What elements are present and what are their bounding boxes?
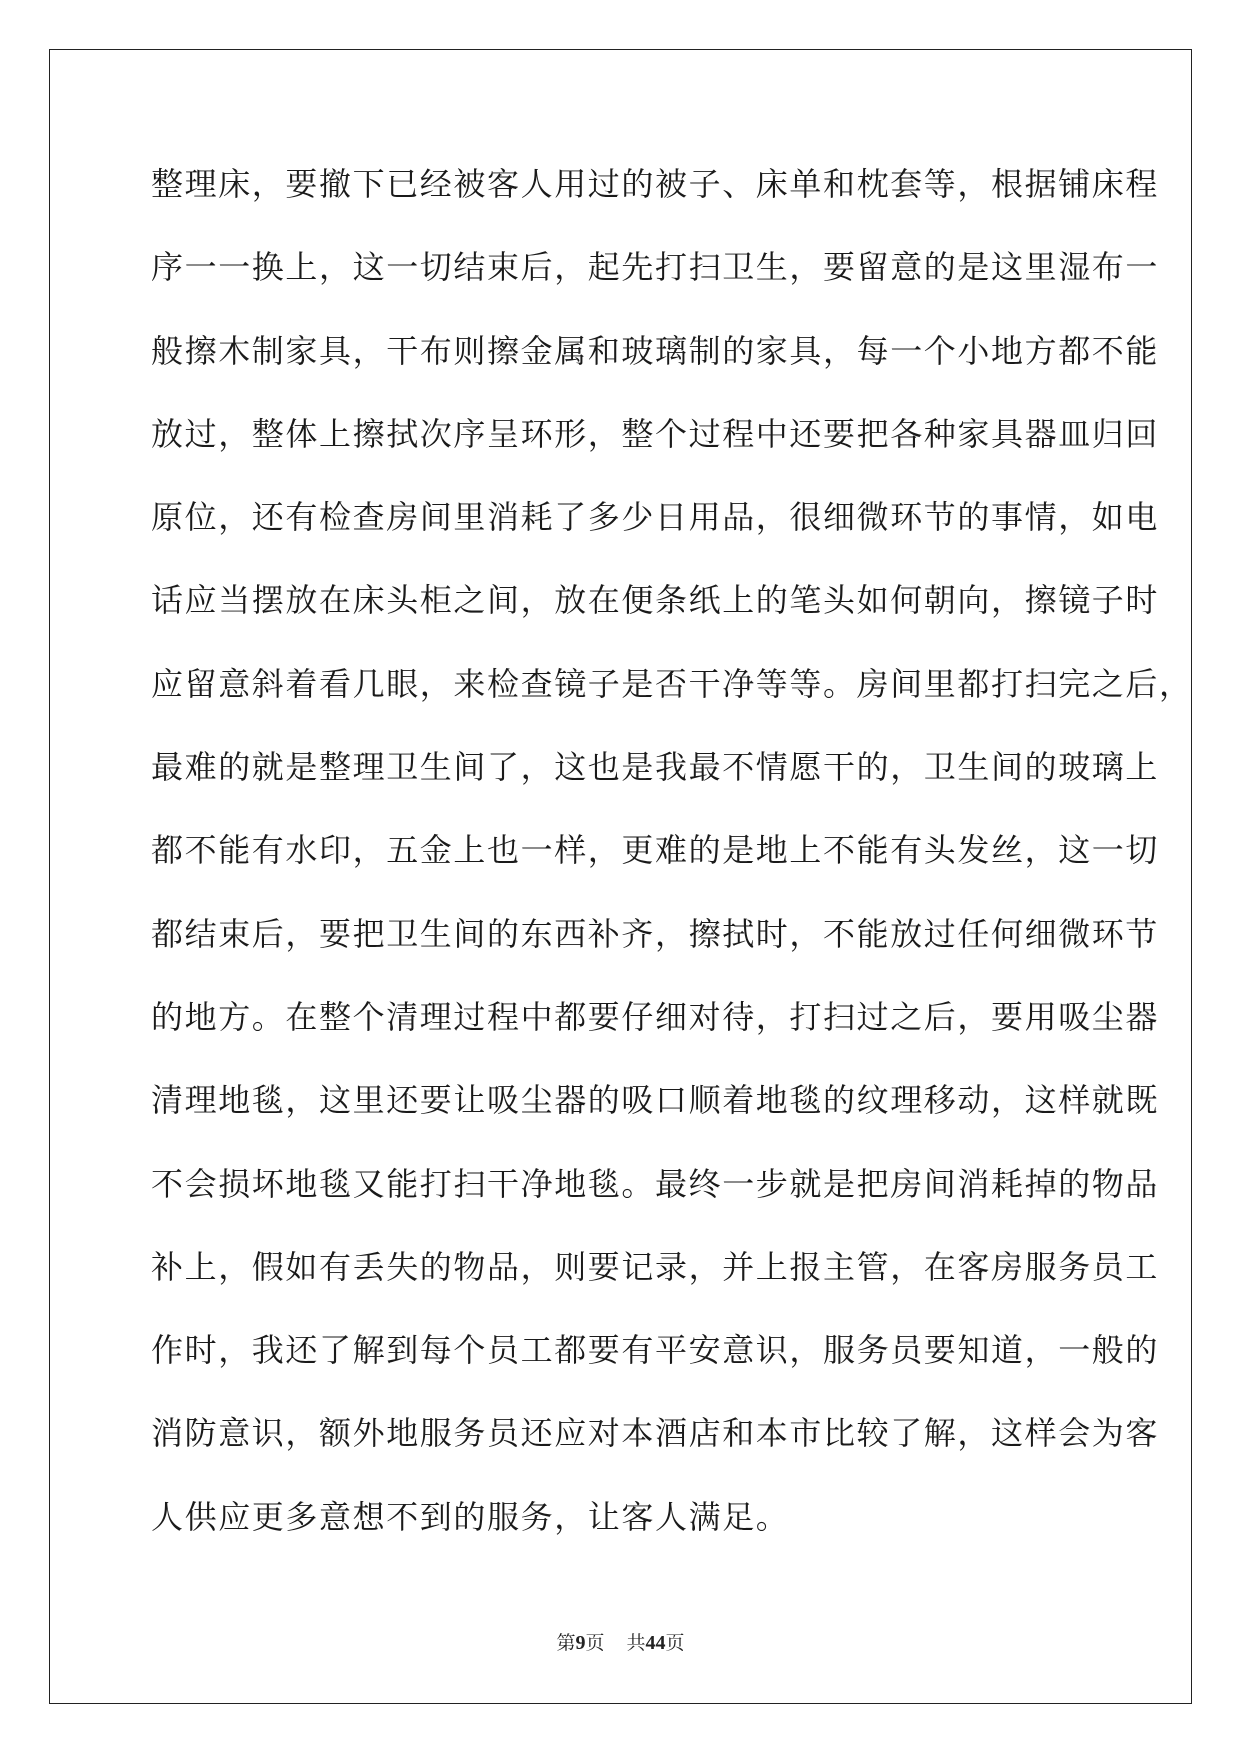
paragraph-line: 放过，整体上擦拭次序呈环形，整个过程中还要把各种家具器皿归回 xyxy=(151,414,1160,453)
page-prefix: 第 xyxy=(556,1632,576,1654)
body-paragraph xyxy=(151,162,1193,1578)
paragraph-line: 的地方。在整个清理过程中都要仔细对待，打扫过之后，要用吸尘器 xyxy=(151,997,1160,1036)
paragraph-line: 般擦木制家具，干布则擦金属和玻璃制的家具，每一个小地方都不能 xyxy=(151,331,1160,370)
total-pages: 44 xyxy=(645,1632,666,1654)
total-prefix: 共 xyxy=(626,1632,646,1654)
paragraph-line: 都不能有水印，五金上也一样，更难的是地上不能有头发丝，这一切 xyxy=(151,831,1160,870)
paragraph-line: 作时，我还了解到每个员工都要有平安意识，服务员要知道，一般的 xyxy=(151,1331,1160,1370)
paragraph-line: 都结束后，要把卫生间的东西补齐，擦拭时，不能放过任何细微环节 xyxy=(151,914,1160,953)
paragraph-line: 最难的就是整理卫生间了，这也是我最不情愿干的，卫生间的玻璃上 xyxy=(151,748,1160,787)
paragraph-line: 不会损坏地毯又能打扫干净地毯。最终一步就是把房间消耗掉的物品 xyxy=(151,1164,1160,1203)
paragraph-line: 消防意识，额外地服务员还应对本酒店和本市比较了解，这样会为客 xyxy=(151,1414,1160,1453)
page-number: 9 xyxy=(575,1632,586,1654)
paragraph-line: 话应当摆放在床头柜之间，放在便条纸上的笔头如何朝向，擦镜子时 xyxy=(151,581,1160,620)
paragraph-line: 人供应更多意想不到的服务，让客人满足。 xyxy=(151,1497,790,1536)
page-footer xyxy=(0,1631,1241,1655)
paragraph-line: 清理地毯，这里还要让吸尘器的吸口顺着地毯的纹理移动，这样就既 xyxy=(151,1081,1160,1120)
paragraph-line: 补上，假如有丢失的物品，则要记录，并上报主管，在客房服务员工 xyxy=(151,1247,1160,1286)
paragraph-line: 序一一换上，这一切结束后，起先打扫卫生，要留意的是这里湿布一 xyxy=(151,248,1160,287)
paragraph-line: 整理床，要撤下已经被客人用过的被子、床单和枕套等，根据铺床程 xyxy=(151,165,1160,203)
page-suffix: 页 xyxy=(585,1632,605,1654)
paragraph-line: 应留意斜着看几眼，来检查镜子是否干净等等。房间里都打扫完之后， xyxy=(151,664,1193,703)
total-suffix: 页 xyxy=(665,1632,685,1654)
paragraph-line: 原位，还有检查房间里消耗了多少日用品，很细微环节的事情，如电 xyxy=(151,498,1160,537)
